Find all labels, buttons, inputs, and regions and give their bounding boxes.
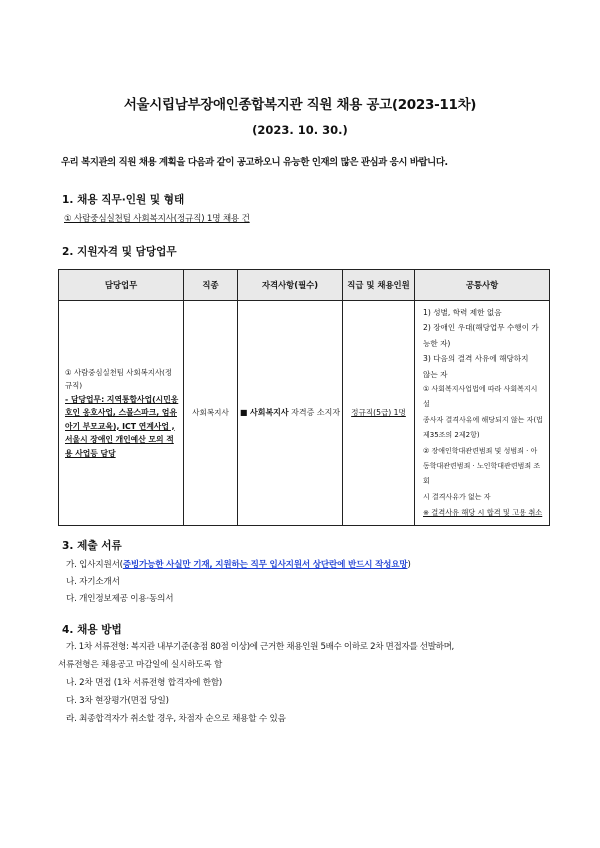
item-a-prefix: 가. 입사지원서( [66, 560, 123, 570]
common-line: 종사자 결격사유에 해당되지 않는 자(법 [423, 415, 543, 424]
section4-line: 라. 최종합격자가 취소할 경우, 차점자 순으로 채용할 수 있음 [66, 714, 286, 724]
section4-line: 가. 1차 서류전형: 복지관 내부기준(총점 80점 이상)에 근거한 채용인원 5배수 이하로 2차 면접자를 선발하며, [66, 642, 454, 652]
recruit-table [58, 269, 550, 526]
table-header-row [59, 270, 550, 301]
section1-heading: 1. 채용 직무·인원 및 형태 [62, 194, 185, 206]
common-line: 않는 자 [423, 369, 448, 379]
square-bullet-icon: ■ [239, 408, 248, 418]
common-line: ① 사회복지사업법에 따라 사회복지시설 [423, 385, 538, 409]
qualification-cell [238, 301, 343, 526]
table-row [59, 301, 550, 526]
common-line: ② 장애인학대관련범죄 및 성범죄 · 아 [423, 446, 538, 455]
duty-line: 호인 옹호사업, 스몰스파크, 엄유 [65, 408, 177, 418]
common-line: 2) 장애인 우대(해당업무 수행이 가 [423, 323, 539, 333]
duty-cell [59, 301, 184, 526]
document-date: (2023. 10. 30.) [252, 123, 348, 137]
common-line: 능한 자) [423, 338, 451, 348]
section1-item: ① 사람중심실천팀 사회복지사(정규직) 1명 채용 건 [64, 214, 250, 224]
common-line: 제35조의 2제2항) [423, 431, 480, 440]
common-line: 1) 성별, 학력 제한 없음 [423, 308, 502, 317]
section3-item-a [66, 558, 411, 570]
qualification-rest: 자격증 소지자 [288, 408, 341, 418]
duty-line: - 담당업무: 지역통합사업(시민옹 [65, 394, 179, 404]
intro-text: 우리 복지관의 직원 채용 계획을 다음과 같이 공고하오니 유능한 인재의 많은 관심과 응시 바랍니다. [61, 157, 448, 168]
qualification-bold: 사회복지사 [250, 408, 289, 418]
common-line: 3) 다음의 결격 사유에 해당하지 [423, 354, 529, 364]
header-rank: 직급 및 채용인원 [343, 270, 415, 301]
section3-item-b: 나. 자기소개서 [66, 577, 120, 587]
item-a-highlight: 증빙가능한 사실만 기재, 지원하는 직무 입사지원서 상단란에 반드시 작성요망 [122, 560, 408, 570]
item-a-suffix: ) [407, 560, 411, 570]
job-type-cell: 사회복지사 [184, 301, 238, 526]
common-note: ※ 결격사유 해당 시 합격 및 고용 취소 [423, 508, 543, 518]
duty-line: ① 사람중심실천팀 사회복지사(정규직) [65, 367, 173, 391]
section2-heading: 2. 지원자격 및 담당업무 [62, 246, 177, 258]
common-cell [415, 301, 550, 526]
rank-cell: 정규직(5급) 1명 [343, 301, 415, 526]
header-qualification: 자격사항(필수) [238, 270, 343, 301]
section4-heading: 4. 채용 방법 [62, 624, 122, 636]
duty-line: 서울시 장애인 개인예산 모의 적 [65, 435, 174, 445]
duty-line: 용 사업등 담당 [65, 448, 116, 458]
section4-line: 서류전형은 채용공고 마감일에 실시하도록 함 [58, 660, 223, 670]
section3-item-c: 다. 개인정보제공 이용·동의서 [66, 594, 174, 604]
section4-line: 다. 3차 현장평가(면접 당일) [66, 696, 169, 706]
document-title: 서울시립남부장애인종합복지관 직원 채용 공고(2023-11차) [123, 97, 477, 113]
header-common: 공통사항 [415, 270, 550, 301]
section4-line: 나. 2차 면접 (1차 서류전형 합격자에 한함) [66, 678, 223, 688]
duty-line: 아기 부모교육), ICT 연계사업 , [65, 421, 175, 431]
header-duty: 담당업무 [59, 270, 184, 301]
common-line: 동학대관련범죄 · 노인학대관련범죄 조회 [423, 462, 541, 486]
section3-heading: 3. 제출 서류 [62, 540, 122, 552]
header-job-type: 직종 [184, 270, 238, 301]
common-line: 시 결격사유가 없는 자 [423, 492, 491, 501]
